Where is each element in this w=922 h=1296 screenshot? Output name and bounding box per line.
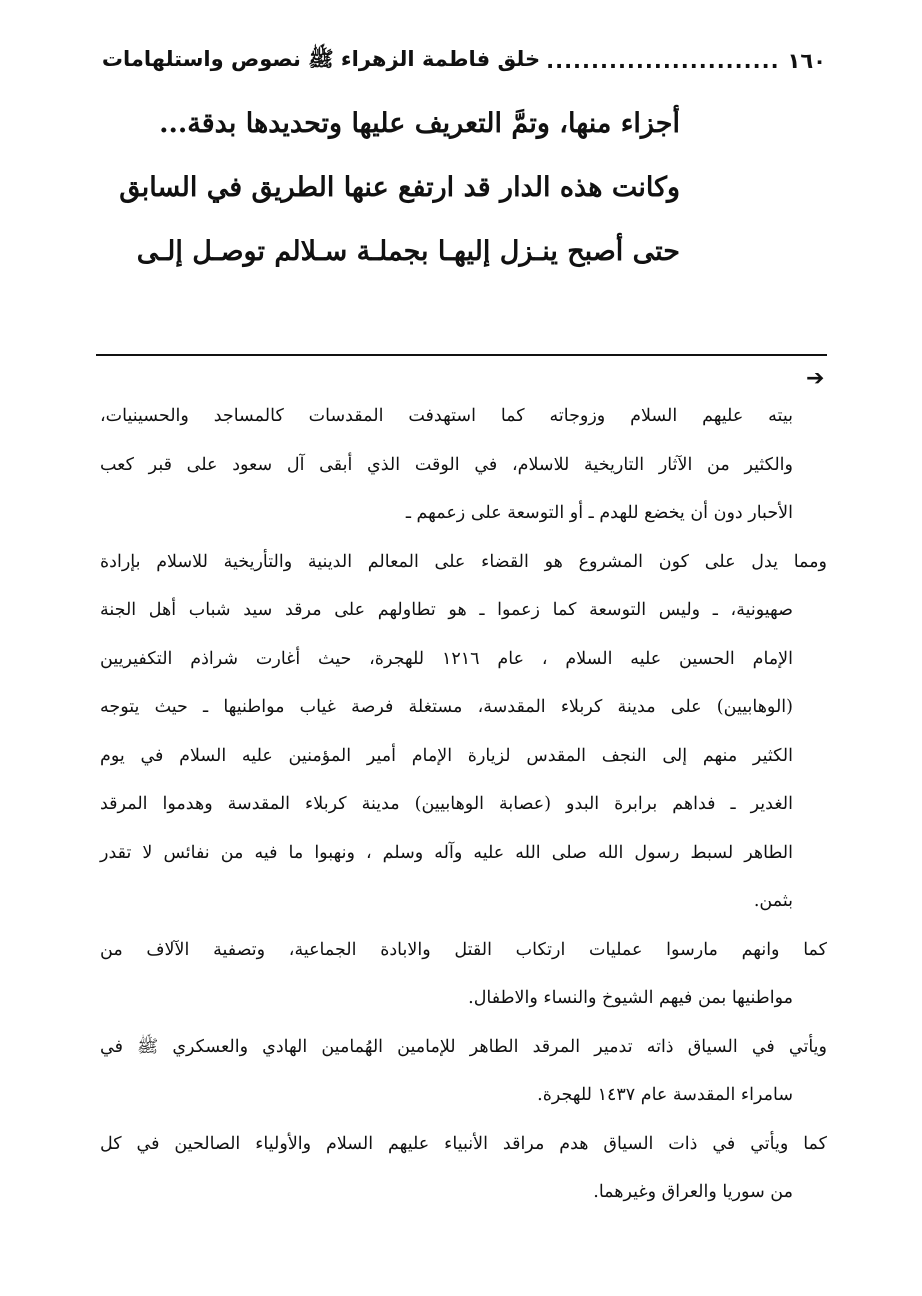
footnote-line: ومما يدل على كون المشروع هو القضاء على المعالم الدينية والتأريخية للاسلام بإرادة — [100, 551, 827, 572]
main-body-text — [96, 92, 680, 284]
footnote-line: (الوهابيين) على مدينة كربلاء المقدسة، مستغلة فرصة غياب مواطنيها ـ حيث يتوجه — [100, 697, 793, 717]
footnote-line: ويأتي في السياق ذاته تدمير المرقد الطاهر للإمامين الهُمامين الهادي والعسكري ﷺ في — [100, 1036, 827, 1057]
running-title: خلق فاطمة الزهراء ﷺ نصوص واستلهامات — [101, 46, 541, 71]
footnote-line: سامراء المقدسة عام ١٤٣٧ للهجرة. — [537, 1085, 793, 1105]
footnote-line: من سوريا والعراق وغيرهما. — [593, 1182, 793, 1202]
footnote-paragraph — [100, 392, 827, 538]
footnote-line: كما وانهم مارسوا عمليات ارتكاب القتل والابادة الجماعية، وتصفية الآلاف من — [100, 939, 827, 960]
footnote-line: مواطنيها بمن فيهم الشيوخ والنساء والاطفال. — [468, 988, 793, 1008]
footnote-line: صهيونية، ـ وليس التوسعة كما زعموا ـ هو تطاولهم على مرقد سيد شباب أهل الجنة — [100, 600, 793, 620]
header-leader-dots: .......................... — [546, 49, 780, 73]
footnote-line: بثمن. — [753, 891, 793, 911]
body-line: أجزاء منها، وتمَّ التعريف عليها وتحديدها بدقة... — [159, 108, 680, 139]
running-header — [96, 44, 826, 78]
footnote-paragraph — [100, 538, 827, 926]
footnote-line: والكثير من الآثار التاريخية للاسلام، في الوقت الذي أبقى آل سعود على قبر كعب — [100, 454, 793, 475]
body-line: وكانت هذه الدار قد ارتفع عنها الطريق في السابق — [119, 172, 680, 203]
footnote-line: الأحبار دون أن يخضع للهدم ـ أو التوسعة على زعمهم ـ — [405, 503, 793, 523]
footnote-line: الإمام الحسين عليه السلام ، عام ١٢١٦ للهجرة، حيث أغارت شراذم التكفيريين — [100, 648, 793, 669]
footnote-line: بيته عليهم السلام وزوجاته كما استهدفت المقدسات كالمساجد والحسينيات، — [100, 406, 793, 426]
page-number: ١٦٠ — [787, 49, 826, 73]
footnotes — [100, 392, 827, 1217]
footnote-paragraph — [100, 1120, 827, 1217]
footnote-line: كما ويأتي في ذات السياق هدم مراقد الأنبياء عليهم السلام والأولياء الصالحين في كل — [100, 1133, 827, 1154]
footnote-paragraph — [100, 1023, 827, 1120]
continuation-arrow-icon: ➔ — [806, 366, 825, 391]
footnote-line: الطاهر لسبط رسول الله صلى الله عليه وآله وسلم ، ونهبوا ما فيه من نفائس لا تقدر — [100, 842, 793, 863]
footnote-line: الكثير منهم إلى النجف المقدس لزيارة الإمام أمير المؤمنين عليه السلام في يوم — [100, 745, 793, 766]
footnote-line: الغدير ـ فداهم برابرة البدو (عصابة الوهابيين) مدينة كربلاء المقدسة وهدموا المرقد — [100, 794, 793, 814]
footnote-separator-rule — [96, 354, 827, 356]
body-line: حتى أصبح ينـزل إليهـا بجملـة سـلالم توصـل إلـى — [136, 236, 680, 267]
footnote-paragraph — [100, 926, 827, 1023]
